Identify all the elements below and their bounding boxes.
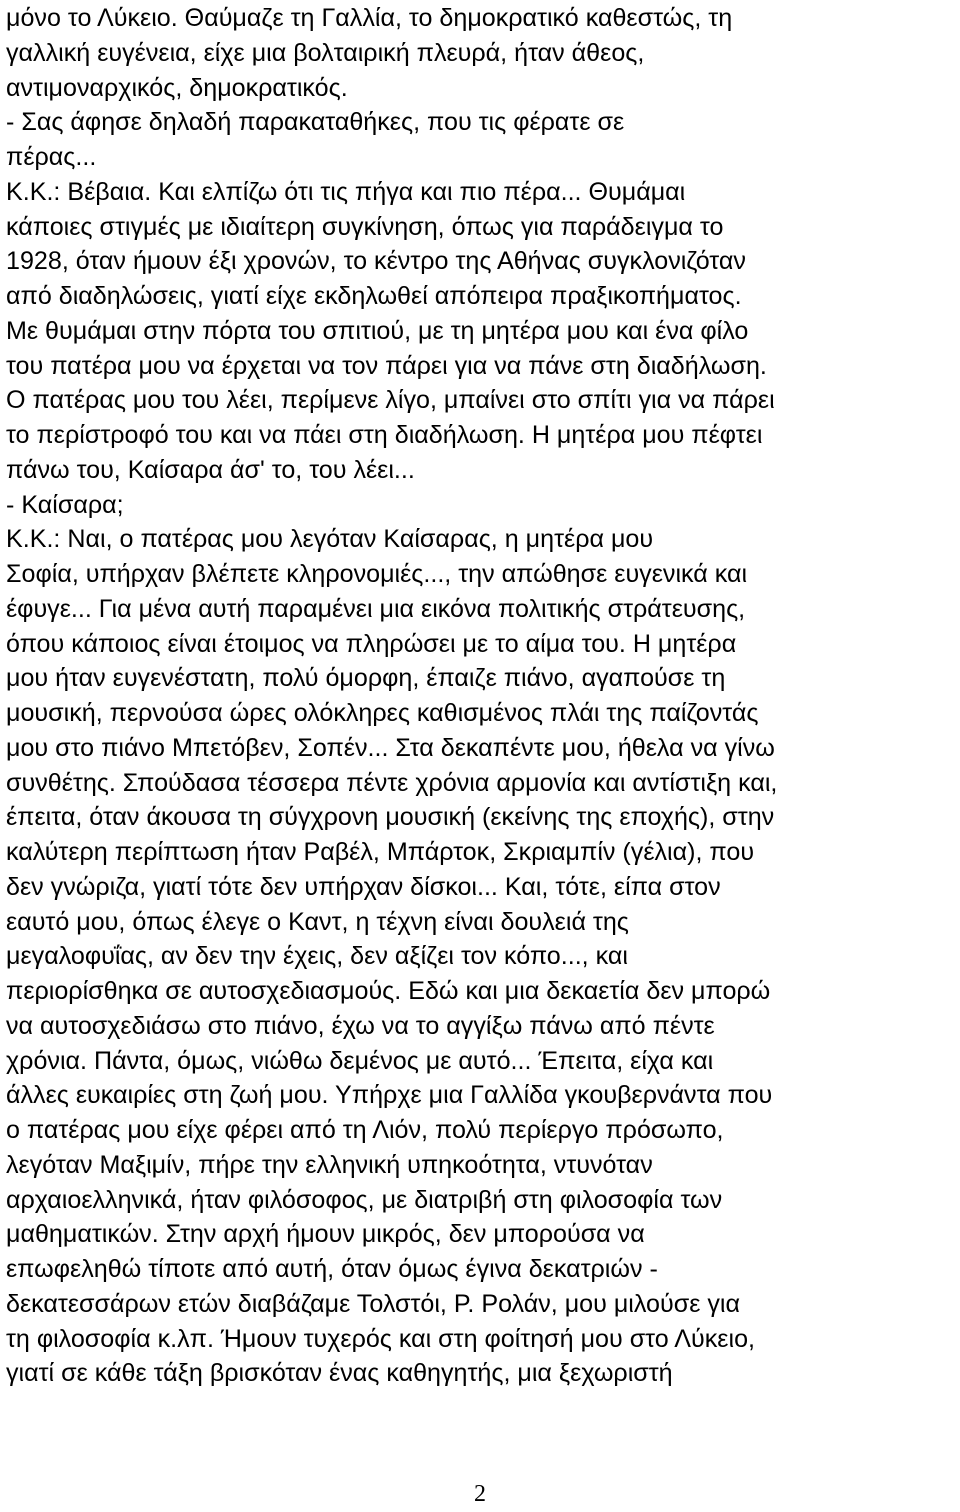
text-line: έφυγε... Για μένα αυτή παραμένει μια εικόνα πολιτικής στράτευσης, (6, 594, 746, 623)
text-line: μαθηματικών. Στην αρχή ήμουν μικρός, δεν μπορούσα να (6, 1220, 645, 1249)
text-line: χρόνια. Πάντα, όμως, νιώθω δεμένος με αυτό... Έπειτα, είχα και (6, 1046, 714, 1075)
text-line: δεν γνώριζα, γιατί τότε δεν υπήρχαν δίσκοι... Και, τότε, είπα στον (6, 872, 721, 901)
text-line: άλλες ευκαιρίες στη ζωή μου. Υπήρχε μια Γαλλίδα γκουβερνάντα που (6, 1081, 773, 1110)
text-line: επωφεληθώ τίποτε από αυτή, όταν όμως έγινα δεκατριών - (6, 1255, 658, 1283)
text-line: ο πατέρας μου είχε φέρει από τη Λιόν, πολύ περίεργο πρόσωπο, (6, 1116, 724, 1144)
text-line: πέρας... (6, 143, 97, 171)
text-line: - Σας άφησε δηλαδή παρακαταθήκες, που τις φέρατε σε (6, 108, 625, 137)
text-line: γαλλική ευγένεια, είχε μια βολταιρική πλευρά, ήταν άθεος, (6, 38, 645, 67)
text-line: μουσική, περνούσα ώρες ολόκληρες καθισμένος πλάι της παίζοντάς (6, 699, 759, 727)
text-line: πάνω του, Καίσαρα άσ' το, του λέει... (6, 455, 415, 484)
text-line: δεκατεσσάρων ετών διαβάζαμε Τολστόι, Ρ. Ρολάν, μου μιλούσε για (6, 1289, 740, 1318)
text-line: Κ.Κ.: Βέβαια. Και ελπίζω ότι τις πήγα και πιο πέρα... Θυμάμαι (6, 177, 686, 206)
text-line: μου ήταν ευγενέστατη, πολύ όμορφη, έπαιζε πιάνο, αγαπούσε τη (6, 664, 726, 693)
text-line: του πατέρα μου να έρχεται να τον πάρει για να πάνε στη διαδήλωση. (6, 351, 767, 380)
text-line: κάποιες στιγμές με ιδιαίτερη συγκίνηση, όπως για παράδειγμα το (6, 212, 724, 241)
text-line: μεγαλοφυΐας, αν δεν την έχεις, δεν αξίζει τον κόπο..., και (6, 942, 628, 971)
text-line: μου στο πιάνο Μπετόβεν, Σοπέν... Στα δεκαπέντε μου, ήθελα να γίνω (6, 733, 775, 762)
text-line: λεγόταν Μαξιμίν, πήρε την ελληνική υπηκοότητα, ντυνόταν (6, 1150, 653, 1179)
text-line: γιατί σε κάθε τάξη βρισκόταν ένας καθηγητής, μια ξεχωριστή (6, 1359, 673, 1388)
text-line: όπου κάποιος είναι έτοιμος να πληρώσει με το αίμα του. Η μητέρα (6, 629, 737, 658)
text-line: αντιμοναρχικός, δημοκρατικός. (6, 73, 348, 102)
page-number: 2 (474, 1481, 486, 1507)
text-line: καλύτερη περίπτωση ήταν Ραβέλ, Μπάρτοκ, Σκριαμπίν (γέλια), που (6, 838, 755, 866)
text-line: περιορίσθηκα σε αυτοσχεδιασμούς. Εδώ και μια δεκαετία δεν μπορώ (6, 977, 771, 1005)
text-line: Κ.Κ.: Ναι, ο πατέρας μου λεγόταν Καίσαρας, η μητέρα μου (6, 525, 654, 554)
text-line: συνθέτης. Σπούδασα τέσσερα πέντε χρόνια αρμονία και αντίστιξη και, (6, 768, 778, 797)
text-line: εαυτό μου, όπως έλεγε ο Καντ, η τέχνη είναι δουλειά της (6, 907, 629, 936)
text-line: Ο πατέρας μου του λέει, περίμενε λίγο, μπαίνει στο σπίτι για να πάρει (6, 386, 775, 415)
text-line: να αυτοσχεδιάσω στο πιάνο, έχω να το αγγίξω πάνω από πέντε (6, 1011, 715, 1040)
text-line: Σοφία, υπήρχαν βλέπετε κληρονομιές..., την απώθησε ευγενικά και (6, 560, 748, 588)
text-line: το περίστροφό του και να πάει στη διαδήλωση. Η μητέρα μου πέφτει (6, 421, 763, 449)
text-line: 1928, όταν ήμουν έξι χρονών, το κέντρο της Αθήνας συγκλονιζόταν (6, 247, 746, 276)
text-line: από διαδηλώσεις, γιατί είχε εκδηλωθεί απόπειρα πραξικοπήματος. (6, 282, 742, 310)
text-line: Με θυμάμαι στην πόρτα του σπιτιού, με τη μητέρα μου και ένα φίλο (6, 316, 749, 345)
text-line: έπειτα, όταν άκουσα τη σύγχρονη μουσική (εκείνης της εποχής), στην (6, 803, 775, 832)
text-line: τη φιλοσοφία κ.λπ. Ήμουν τυχερός και στη φοίτησή μου στο Λύκειο, (6, 1324, 756, 1353)
text-line: αρχαιοελληνικά, ήταν φιλόσοφος, με διατριβή στη φιλοσοφία των (6, 1185, 723, 1214)
text-line: μόνο το Λύκειο. Θαύμαζε τη Γαλλία, το δημοκρατικό καθεστώς, τη (6, 4, 733, 32)
text-line: - Καίσαρα; (6, 490, 124, 519)
body-text (6, 1, 960, 1391)
